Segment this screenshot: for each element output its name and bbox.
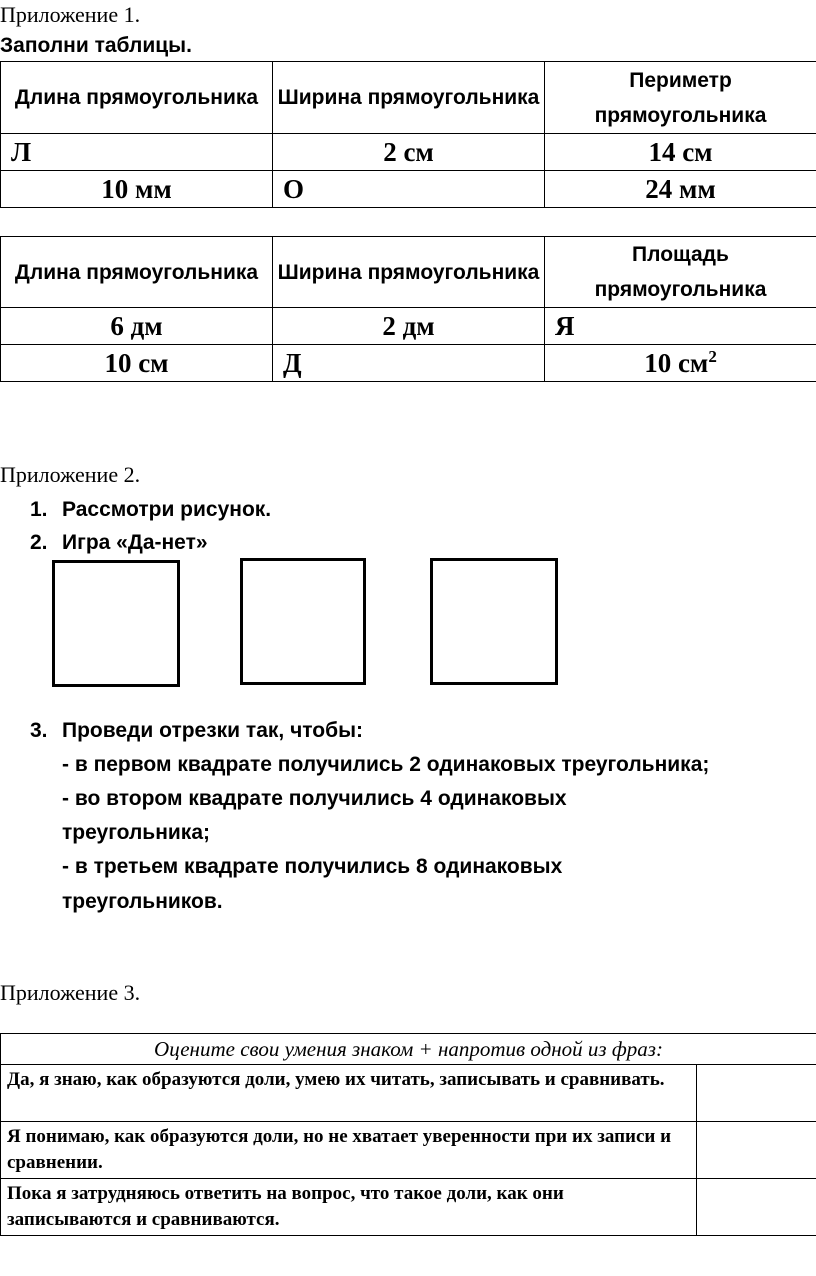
table1-header-length: Длина прямоугольника	[1, 62, 273, 134]
self-assessment-table	[0, 1033, 816, 1236]
superscript-two: 2	[708, 347, 717, 366]
list-item	[30, 498, 271, 522]
table2-cell: 6 дм	[1, 308, 273, 345]
table1-cell: 24 мм	[545, 171, 816, 208]
list-text: Игра «Да-нет»	[62, 531, 208, 554]
list-text: Рассмотри рисунок.	[62, 498, 272, 521]
self-assessment-statement: Пока я затрудняюсь ответить на вопрос, что такое доли, как они записываются и сравниваются.	[1, 1179, 697, 1236]
table1-cell: О	[273, 171, 545, 208]
appendix-1-title: Приложение 1.	[0, 2, 141, 27]
appendix-2-title: Приложение 2.	[0, 462, 141, 487]
table2-header-length: Длина прямоугольника	[1, 237, 273, 308]
table1-cell: Л	[1, 134, 273, 171]
table2-cell: Я	[545, 308, 816, 345]
square-3	[430, 558, 558, 685]
table2-cell-area	[545, 345, 816, 382]
appendix-3-title: Приложение 3.	[0, 980, 141, 1005]
list-item	[30, 531, 208, 555]
self-assessment-header: Оцените свои умения знаком + напротив одной из фраз:	[1, 1034, 816, 1065]
table1-header-perimeter: Периметр прямоугольника	[545, 62, 816, 134]
instruction-line: - во втором квадрате получились 4 одинаковых	[62, 787, 567, 810]
area-table	[0, 236, 816, 382]
list-text: Проведи отрезки так, чтобы:	[62, 719, 363, 742]
self-assessment-statement: Я понимаю, как образуются доли, но не хватает уверенности при их записи и сравнении.	[1, 1122, 697, 1179]
perimeter-table	[0, 61, 816, 208]
instruction-line: - в первом квадрате получились 2 одинаковых треугольника;	[62, 753, 710, 776]
square-1	[52, 560, 180, 687]
self-assessment-mark-cell[interactable]	[697, 1065, 816, 1122]
table2-header-width: Ширина прямоугольника	[273, 237, 545, 308]
list-number: 3.	[30, 719, 48, 742]
table2-header-area: Площадь прямоугольника	[545, 237, 816, 308]
list-number: 1.	[30, 498, 48, 521]
self-assessment-statement: Да, я знаю, как образуются доли, умею их читать, записывать и сравнивать.	[1, 1065, 697, 1122]
list-number: 2.	[30, 531, 48, 554]
table2-cell-area-value: 10 см	[644, 348, 709, 378]
table2-cell: 2 дм	[273, 308, 545, 345]
appendix-1-instruction: Заполни таблицы.	[0, 34, 192, 57]
instruction-line: треугольников.	[62, 890, 223, 913]
table2-cell: Д	[273, 345, 545, 382]
self-assessment-mark-cell[interactable]	[697, 1179, 816, 1236]
square-2	[240, 558, 366, 685]
list-item	[30, 719, 363, 743]
self-assessment-mark-cell[interactable]	[697, 1122, 816, 1179]
instruction-line: треугольника;	[62, 821, 210, 844]
table2-cell: 10 см	[1, 345, 273, 382]
table1-cell: 2 см	[273, 134, 545, 171]
table1-header-width: Ширина прямоугольника	[273, 62, 545, 134]
table1-cell: 10 мм	[1, 171, 273, 208]
instruction-line: - в третьем квадрате получились 8 одинаковых	[62, 855, 563, 878]
table1-cell: 14 см	[545, 134, 816, 171]
